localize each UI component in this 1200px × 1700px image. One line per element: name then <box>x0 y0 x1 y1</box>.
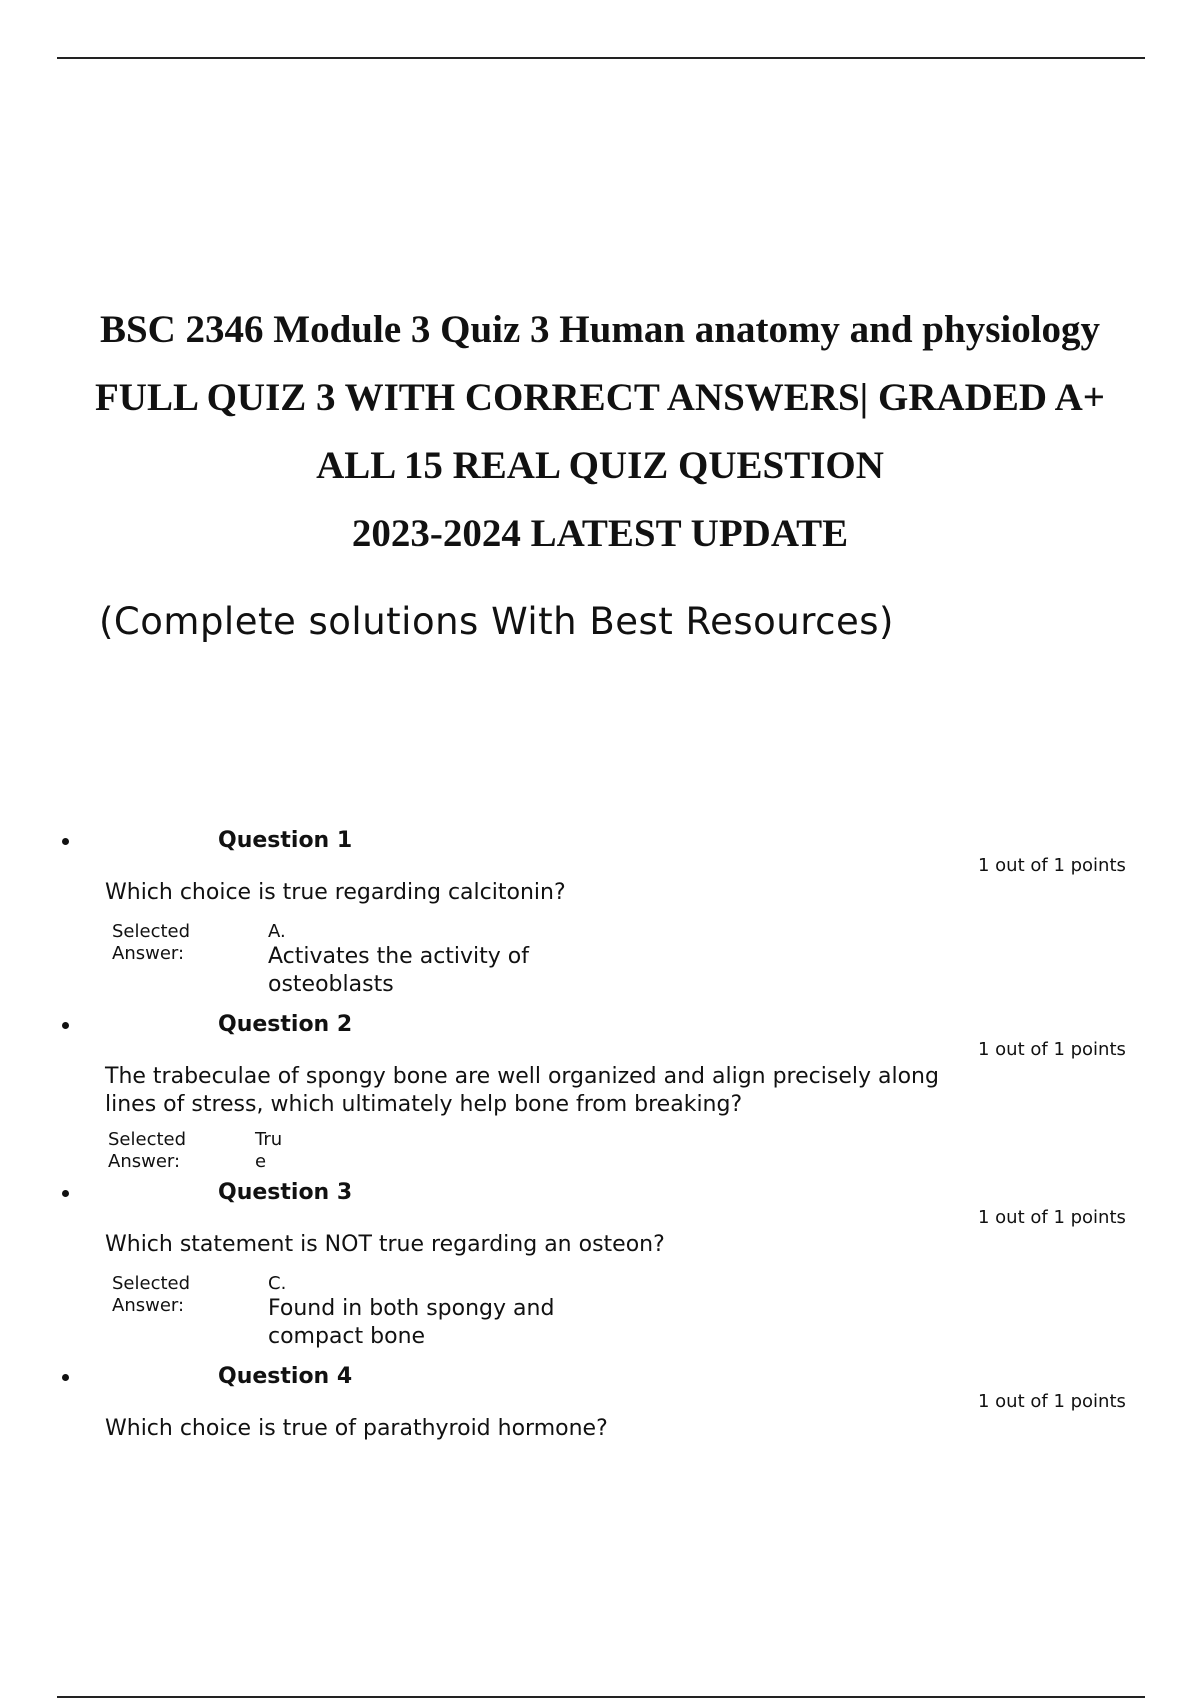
question-title: Question 2 <box>218 1012 353 1037</box>
title-line-2: FULL QUIZ 3 WITH CORRECT ANSWERS| GRADED A+ <box>94 376 1105 419</box>
question-title: Question 4 <box>218 1364 353 1389</box>
question-title: Question 1 <box>218 828 353 853</box>
title-line-1: BSC 2346 Module 3 Quiz 3 Human anatomy and physiology <box>99 308 1101 351</box>
answer-text: Found in both spongy and compact bone <box>268 1296 555 1349</box>
bullet-icon <box>62 1190 69 1197</box>
question-text: Which statement is NOT true regarding an osteon? <box>105 1232 665 1257</box>
answer-letter: A. <box>268 921 286 942</box>
selected-answer-label: Selected Answer: <box>108 1129 187 1172</box>
bottom-divider <box>57 1696 1145 1698</box>
question-points: 1 out of 1 points <box>978 855 1126 876</box>
question-points: 1 out of 1 points <box>978 1207 1126 1228</box>
selected-answer-label: Selected Answer: <box>112 1273 191 1316</box>
top-divider <box>57 57 1145 59</box>
question-text: Which choice is true of parathyroid hormone? <box>105 1416 608 1441</box>
bullet-icon <box>62 1022 69 1029</box>
question-text: Which choice is true regarding calcitonin? <box>105 880 566 905</box>
answer-letter: C. <box>268 1273 287 1294</box>
answer-text: True <box>255 1129 283 1172</box>
question-text: The trabeculae of spongy bone are well organized and align precisely along lines of stress, which ultimately help bone from breaking? <box>105 1064 939 1117</box>
question-points: 1 out of 1 points <box>978 1391 1126 1412</box>
question-title: Question 3 <box>218 1180 353 1205</box>
document-title <box>0 296 1200 568</box>
bullet-icon <box>62 838 69 845</box>
answer-text: Activates the activity of osteoblasts <box>268 944 530 997</box>
selected-answer-label: Selected Answer: <box>112 921 191 964</box>
title-line-4: 2023-2024 LATEST UPDATE <box>351 512 849 555</box>
document-subtitle: (Complete solutions With Best Resources) <box>99 600 894 643</box>
bullet-icon <box>62 1374 69 1381</box>
title-line-3: ALL 15 REAL QUIZ QUESTION <box>316 444 884 487</box>
question-points: 1 out of 1 points <box>978 1039 1126 1060</box>
